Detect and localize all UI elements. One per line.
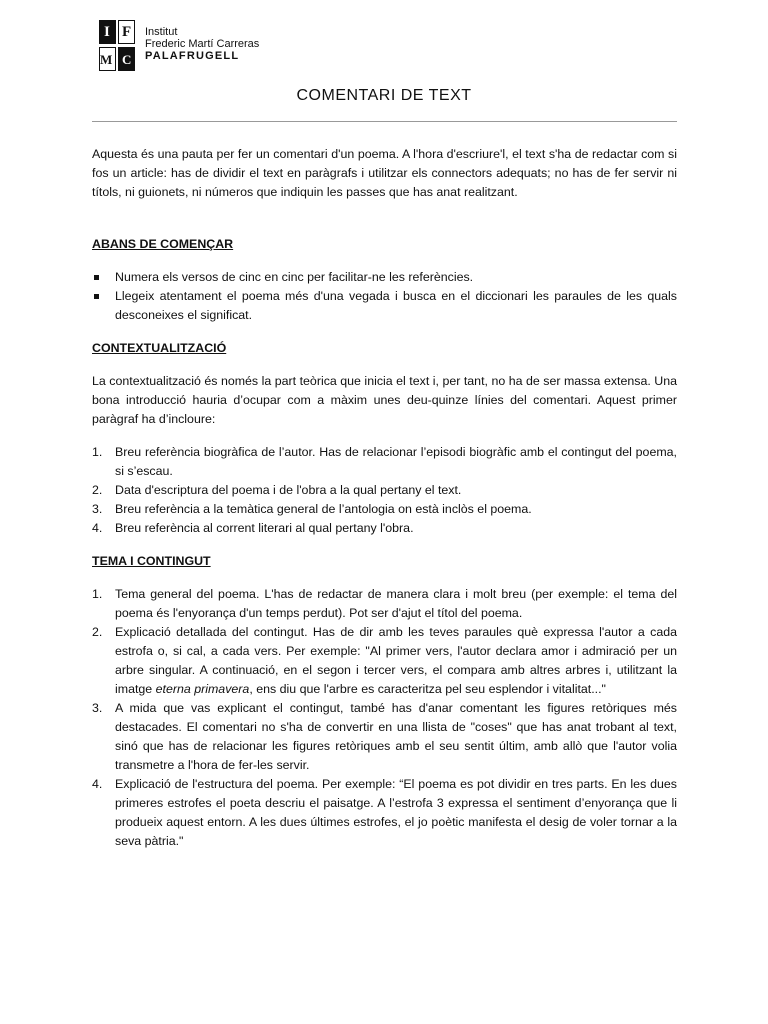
list-number: 4. bbox=[92, 777, 103, 791]
list-item bbox=[92, 585, 677, 623]
institute-line-3: PALAFRUGELL bbox=[145, 50, 240, 62]
list-number: 1. bbox=[92, 445, 103, 459]
list-number: 2. bbox=[92, 625, 103, 639]
logo-letter: M bbox=[100, 52, 113, 67]
title-divider bbox=[92, 121, 677, 122]
list-number: 2. bbox=[92, 483, 103, 497]
bullet-list-abans bbox=[92, 268, 677, 325]
list-number: 3. bbox=[92, 701, 103, 715]
list-item-text: Explicació de l'estructura del poema. Per exemple: “El poema es pot dividir en tres parts. En les dues primeres estrofes el poeta descriu el paisatge. A l’estrofa 3 expressa el sentiment d’enyorança que li produeix aquest entorn. A les dues últimes estrofes, el jo poètic manifesta el desig de voler tornar a la seva pàtria." bbox=[115, 777, 677, 848]
section-heading-contextualitzacio: CONTEXTUALITZACIÓ bbox=[92, 341, 227, 355]
institute-line-1: Institut bbox=[145, 26, 178, 38]
list-item: Llegeix atentament el poema més d'una vegada i busca en el diccionari les paraules de les quals desconeixes el significat. bbox=[92, 287, 677, 325]
logo-letter: I bbox=[104, 24, 110, 40]
institute-line-2: Frederic Martí Carreras bbox=[145, 38, 260, 50]
list-item-text: Explicació detallada del contingut. Has de dir amb les teves paraules què expressa l'autor a cada estrofa o, si cal, a cada vers. Per exemple: "Al primer vers, l'autor declara amor i admiració per un arbre singular. A continuació, en el segon i tercer vers, el compara amb altres arbres i, utilitzant la imatge bbox=[115, 625, 677, 696]
section-heading-tema: TEMA I CONTINGUT bbox=[92, 554, 211, 568]
institute-logo bbox=[99, 20, 269, 72]
list-item bbox=[92, 500, 677, 519]
logo-letter: C bbox=[122, 52, 132, 67]
list-item-text: , ens diu que l'arbre es caracteritza pel seu esplendor i vitalitat..." bbox=[249, 682, 606, 696]
numbered-list-context bbox=[92, 443, 677, 538]
list-number: 1. bbox=[92, 587, 103, 601]
list-item-text: A mida que vas explicant el contingut, també has d'anar comentant les figures retòriques més destacades. El comentari no s'ha de convertir en una llista de "coses" que has anat trobant al text, sinó que has de relacionar les figures retòriques amb el seu sentit últim, amb allò que l'autor volia transmetre a l'hora de fer-les servir. bbox=[115, 701, 677, 772]
section-heading-abans: ABANS DE COMENÇAR bbox=[92, 237, 234, 251]
italic-phrase: eterna primavera bbox=[155, 682, 250, 696]
logo-letter: F bbox=[122, 24, 132, 40]
document-title: COMENTARI DE TEXT bbox=[296, 87, 472, 104]
list-item bbox=[92, 623, 677, 699]
list-item bbox=[92, 443, 677, 481]
ifmc-logo-mark bbox=[99, 20, 137, 72]
numbered-list-tema bbox=[92, 585, 677, 851]
institute-name bbox=[145, 26, 259, 62]
list-number: 3. bbox=[92, 502, 103, 516]
intro-paragraph: Aquesta és una pauta per fer un comentari d'un poema. A l'hora d'escriure'l, el text s'ha de redactar com si fos un article: has de dividir el text en paràgrafs i utilitzar els connectors adequats; no has de fer servir ni títols, ni guionets, ni números que indiquin les passes que has anat realitzant. bbox=[92, 147, 677, 199]
list-item bbox=[92, 481, 677, 500]
list-item: Numera els versos de cinc en cinc per facilitar-ne les referències. bbox=[92, 268, 677, 287]
list-item bbox=[92, 699, 677, 775]
list-item-text: Breu referència a la temàtica general de l’antologia on està inclòs el poema. bbox=[115, 502, 532, 516]
context-paragraph: La contextualització és només la part teòrica que inicia el text i, per tant, no ha de ser massa extensa. Una bona introducció hauria d’ocupar com a màxim unes deu-quinze línies del comentari. Aquest primer paràgraf ha d’incloure: bbox=[92, 374, 677, 426]
list-item-text: Breu referència al corrent literari al qual pertany l'obra. bbox=[115, 521, 414, 535]
list-item-text: Breu referència biogràfica de l’autor. Has de relacionar l’episodi biogràfic amb el contingut del poema, si s’escau. bbox=[115, 445, 677, 478]
list-item bbox=[92, 519, 677, 538]
list-item bbox=[92, 775, 677, 851]
list-number: 4. bbox=[92, 521, 103, 535]
list-item-text: Tema general del poema. L'has de redactar de manera clara i molt breu (per exemple: el tema del poema és l'enyorança d'un temps perdut). Pot ser d'ajut el títol del poema. bbox=[115, 587, 677, 620]
document-body bbox=[92, 145, 677, 865]
list-item-text: Data d'escriptura del poema i de l'obra a la qual pertany el text. bbox=[115, 483, 462, 497]
